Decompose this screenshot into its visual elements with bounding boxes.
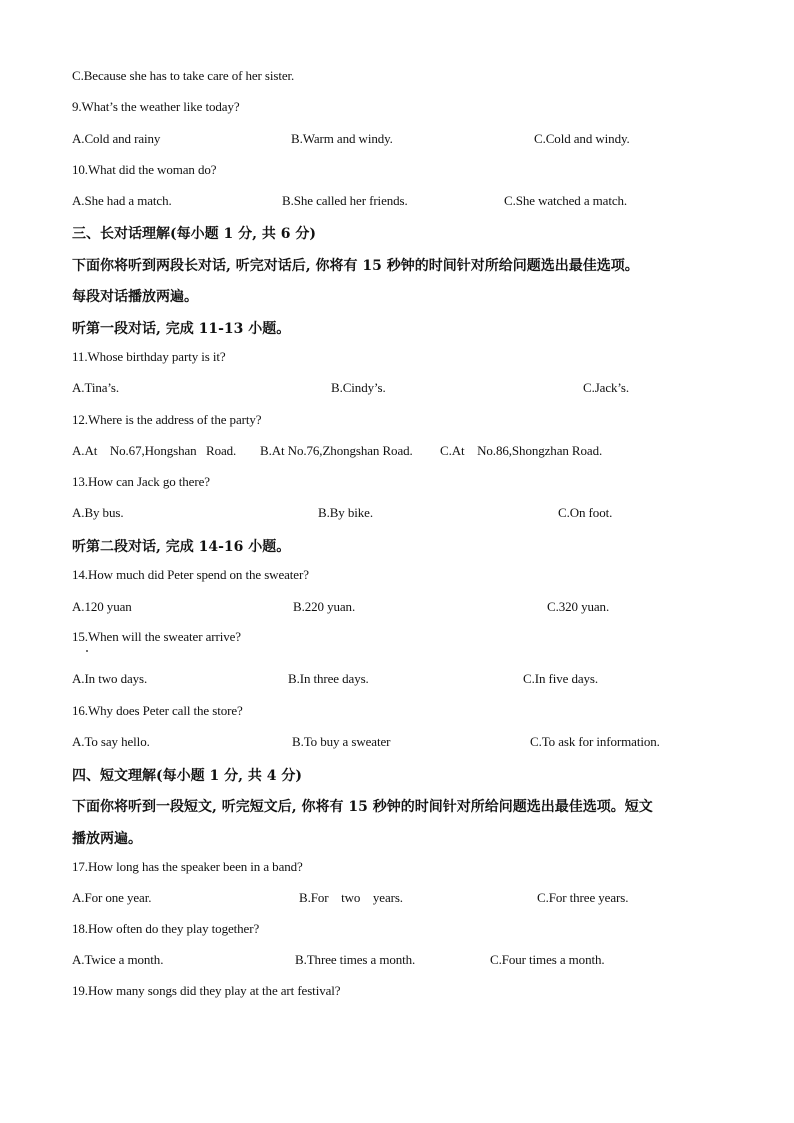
section4-instruction-cont: 播放两遍。 <box>72 831 142 847</box>
q19-question: 19.How many songs did they play at the art festival? <box>72 983 341 998</box>
q13-option-a: A.By bus. <box>72 505 124 520</box>
q12-question: 12.Where is the address of the party? <box>72 412 262 427</box>
q18-question: 18.How often do they play together? <box>72 921 260 936</box>
q9-option-c: C.Cold and windy. <box>534 131 630 146</box>
q17-option-c: C.For three years. <box>537 890 629 905</box>
q11-option-a: A.Tina’s. <box>72 380 120 395</box>
q10-question: 10.What did the woman do? <box>72 162 217 177</box>
q10-option-a: A.She had a match. <box>72 193 172 208</box>
q16-option-a: A.To say hello. <box>72 734 150 749</box>
q18-option-b: B.Three times a month. <box>295 952 416 967</box>
section3-heading: 三、长对话理解(每小题 1 分, 共 6 分) <box>72 226 316 242</box>
q17-question: 17.How long has the speaker been in a band? <box>72 859 303 874</box>
section4-instruction: 下面你将听到一段短文, 听完短文后, 你将有 15 秒钟的时间针对所给问题选出最佳选项。短文 <box>72 799 653 815</box>
q16-option-b: B.To buy a sweater <box>292 734 391 749</box>
q12-option-b: B.At No.76,Zhongshan Road. <box>260 443 413 458</box>
q16-question: 16.Why does Peter call the store? <box>72 703 243 718</box>
q15-option-b: B.In three days. <box>288 671 369 686</box>
q11-question: 11.Whose birthday party is it? <box>72 349 226 364</box>
section3-instruction: 下面你将听到两段长对话, 听完对话后, 你将有 15 秒钟的时间针对所给问题选出最佳选项。 <box>72 258 639 274</box>
q11-option-b: B.Cindy’s. <box>331 380 386 395</box>
q16-option-c: C.To ask for information. <box>530 734 660 749</box>
q15-question: 15.When will the sweater arrive? <box>72 629 241 644</box>
dialog2-heading: 听第二段对话, 完成 14-16 小题。 <box>72 539 291 555</box>
q9-option-a: A.Cold and rainy <box>72 131 161 146</box>
dialog1-heading: 听第一段对话, 完成 11-13 小题。 <box>72 321 291 337</box>
q12-option-c: C.At No.86,Shongzhan Road. <box>440 443 603 458</box>
q14-question: 14.How much did Peter spend on the sweater? <box>72 567 309 582</box>
q17-option-a: A.For one year. <box>72 890 152 905</box>
q14-option-c: C.320 yuan. <box>547 599 610 614</box>
q10-option-b: B.She called her friends. <box>282 193 408 208</box>
q10-option-c: C.She watched a match. <box>504 193 628 208</box>
q8-option-c: C.Because she has to take care of her sister. <box>72 68 295 83</box>
q18-option-a: A.Twice a month. <box>72 952 164 967</box>
stray-dot <box>86 650 88 652</box>
q15-option-a: A.In two days. <box>72 671 148 686</box>
q18-option-c: C.Four times a month. <box>490 952 605 967</box>
q15-option-c: C.In five days. <box>523 671 599 686</box>
q17-option-b: B.For two years. <box>299 890 403 905</box>
q9-question: 9.What’s the weather like today? <box>72 99 240 114</box>
q13-question: 13.How can Jack go there? <box>72 474 210 489</box>
q14-option-a: A.120 yuan <box>72 599 132 614</box>
section3-instruction-cont: 每段对话播放两遍。 <box>72 289 198 305</box>
q13-option-c: C.On foot. <box>558 505 613 520</box>
q13-option-b: B.By bike. <box>318 505 373 520</box>
q12-option-a: A.At No.67,Hongshan Road. <box>72 443 237 458</box>
q14-option-b: B.220 yuan. <box>293 599 356 614</box>
section4-heading: 四、短文理解(每小题 1 分, 共 4 分) <box>72 768 302 784</box>
q9-option-b: B.Warm and windy. <box>291 131 393 146</box>
q11-option-c: C.Jack’s. <box>583 380 630 395</box>
